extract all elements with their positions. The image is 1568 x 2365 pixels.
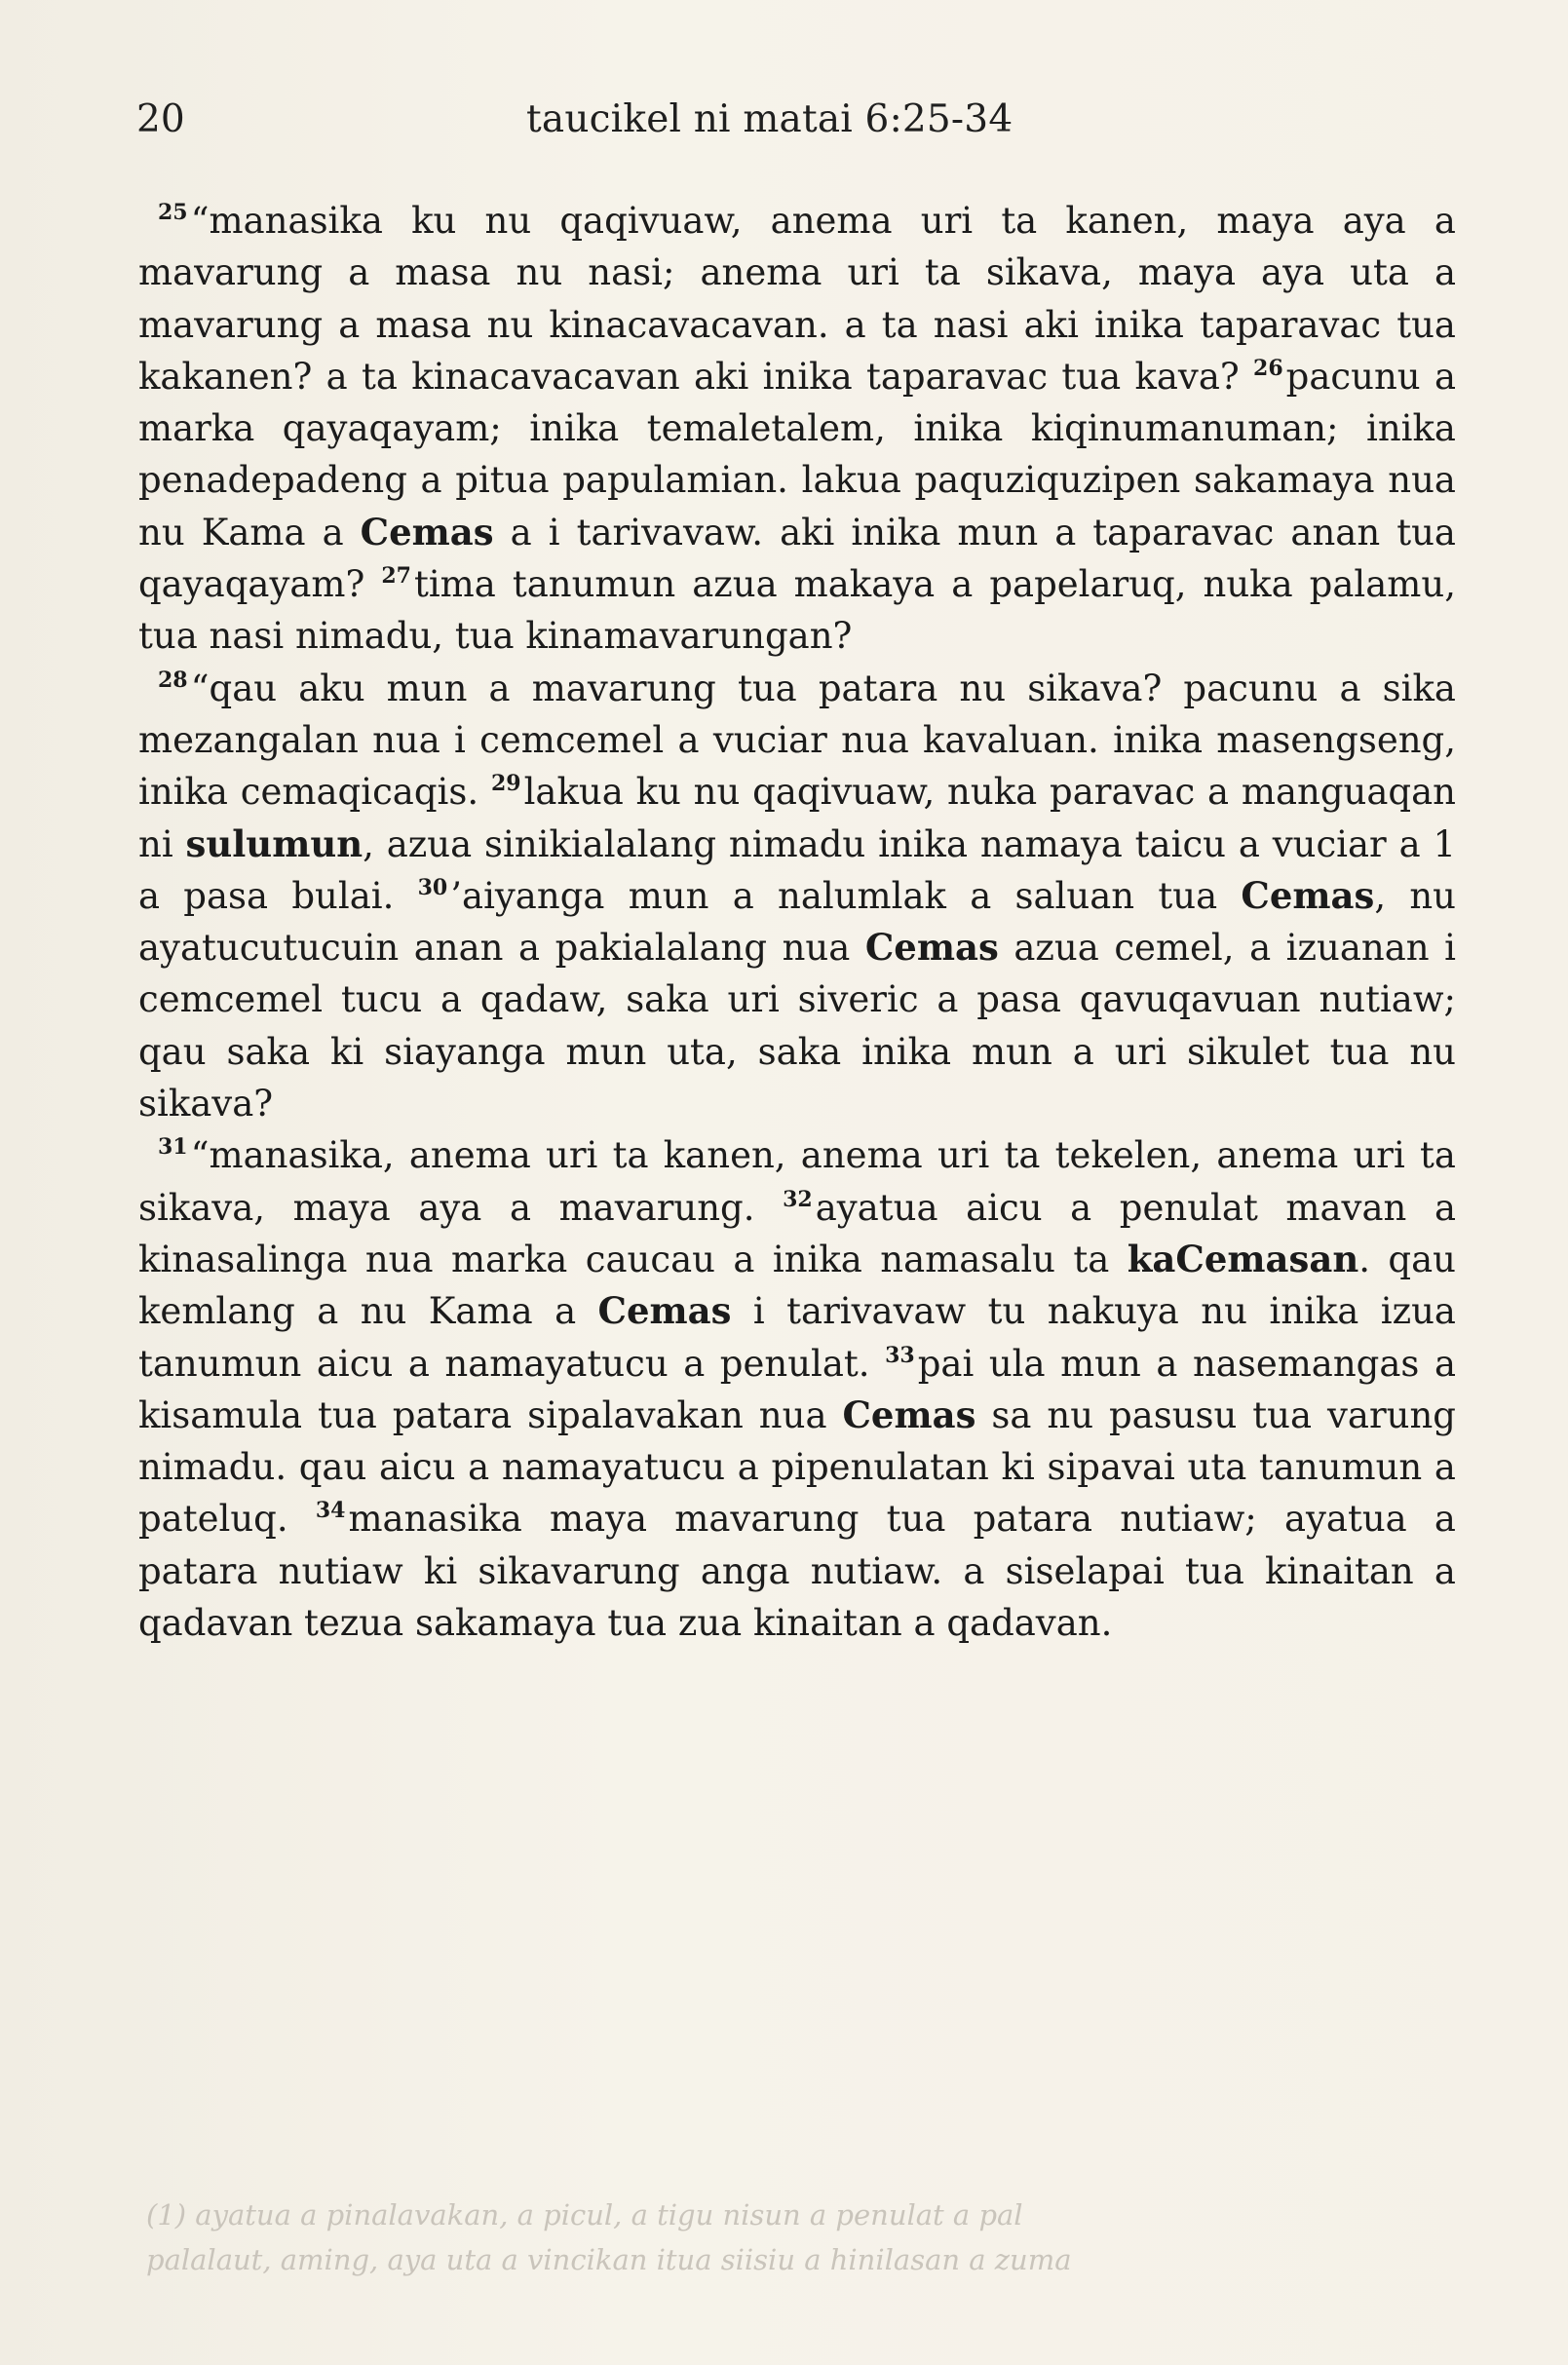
- running-title: taucikel ni matai 6:25-34: [526, 97, 1013, 141]
- verse-number: 33: [885, 1342, 915, 1368]
- verse-text: a i tarivavaw. aki inika mun a taparavac anan tua qayaqayam?: [138, 511, 1456, 606]
- paragraph: [138, 195, 1456, 663]
- emphasized-word: sulumun: [185, 821, 363, 865]
- verse-number: 28: [158, 667, 188, 693]
- emphasized-word: Cemas: [842, 1392, 976, 1436]
- verse-text: lakua ku nu qaqivuaw, nuka paravac a manguaqan ni: [138, 771, 1456, 865]
- verse-text: , nu ayatucutucuin anan a pakialalang nua: [138, 874, 1457, 970]
- footnote-line: (1) ayatua a pinalavakan, a picul, a tigu nisun a penulat a pal: [146, 2198, 1023, 2231]
- verse-text: , azua sinikialalang nimadu inika namaya taicu a vuciar a 1 a pasa bulai.: [138, 822, 1456, 917]
- verse-text: . qau kemlang a nu Kama a: [138, 1238, 1456, 1333]
- verse-number: 25: [158, 200, 188, 225]
- verse-text: pai ula mun a nasemangas a kisamula tua patara sipalavakan nua: [138, 1342, 1457, 1436]
- paragraph: [138, 1129, 1456, 1649]
- emphasized-word: Cemas: [597, 1289, 732, 1333]
- verse-number: 31: [158, 1134, 188, 1161]
- paragraph: [138, 663, 1456, 1130]
- emphasized-word: Cemas: [1241, 873, 1375, 917]
- verse-text: sa nu pasusu tua varung nimadu. qau aicu a namayatucu a pipenulatan ki sipavai uta tanumun a pateluq.: [138, 1393, 1456, 1541]
- bleed-through-footnote: [146, 2193, 1452, 2282]
- verse-number: 32: [783, 1186, 813, 1212]
- verse-text: manasika maya mavarung tua patara nutiaw; ayatua a patara nutiaw ki sikavarung anga nutiaw. a siselapai tua kinaitan a qadavan tezua sakamaya tua zua kinaitan a qadavan.: [138, 1498, 1456, 1645]
- verse-text: “manasika ku nu qaqivuaw, anema uri ta kanen, maya aya a mavarung a masa nu nasi; anema uri ta sikava, maya aya uta a mavarung a masa nu kinacavacavan. a ta nasi aki inika taparavac tua kakanen? a ta kinacavacavan aki inika taparavac tua kava?: [138, 200, 1456, 398]
- verse-number: 34: [315, 1498, 346, 1524]
- emphasized-word: Cemas: [864, 926, 999, 970]
- emphasized-word: kaCemasan: [1127, 1237, 1359, 1280]
- verse-text: ayatua aicu a penulat mavan a kinasalinga nua marka caucau a inika namasalu ta: [138, 1186, 1456, 1280]
- verse-text: azua cemel, a izuanan i cemcemel tucu a qadaw, saka uri siveric a pasa qavuqavuan nutiaw; qau saka ki siayanga mun uta, saka inika mun a uri sikulet tua nu sikava?: [138, 927, 1456, 1125]
- verse-text: pacunu a marka qayaqayam; inika temaletalem, inika kiqinumanuman; inika penadepadeng a pitua papulamian. lakua paquziquzipen sakamaya nua nu Kama a: [138, 355, 1456, 553]
- verse-number: 30: [417, 874, 448, 900]
- page-number: 20: [136, 97, 185, 141]
- verse-text: “qau aku mun a mavarung tua patara nu sikava? pacunu a sika mezangalan nua i cemcemel a vuciar nua kavaluan. inika masengseng, inika cemaqicaqis.: [138, 667, 1456, 814]
- verse-number: 27: [381, 563, 411, 590]
- footnote-line: palalaut, aming, aya uta a vincikan itua siisiu a hinilasan a zuma: [146, 2243, 1072, 2276]
- verse-text: tima tanumun azua makaya a papelaruq, nuka palamu, tua nasi nimadu, tua kinamavarungan?: [138, 563, 1456, 658]
- emphasized-word: Cemas: [360, 510, 494, 553]
- verse-number: 26: [1253, 355, 1283, 381]
- verse-number: 29: [490, 771, 521, 797]
- verse-text: “manasika, anema uri ta kanen, anema uri ta tekelen, anema uri ta sikava, maya aya a mavarung.: [138, 1134, 1456, 1229]
- page-header: [136, 97, 1457, 156]
- verse-text: ’aiyanga mun a nalumlak a saluan tua: [450, 874, 1242, 917]
- verse-text: i tarivavaw tu nakuya nu inika izua tanumun aicu a namayatucu a penulat.: [138, 1290, 1456, 1385]
- scripture-text: [138, 195, 1456, 1649]
